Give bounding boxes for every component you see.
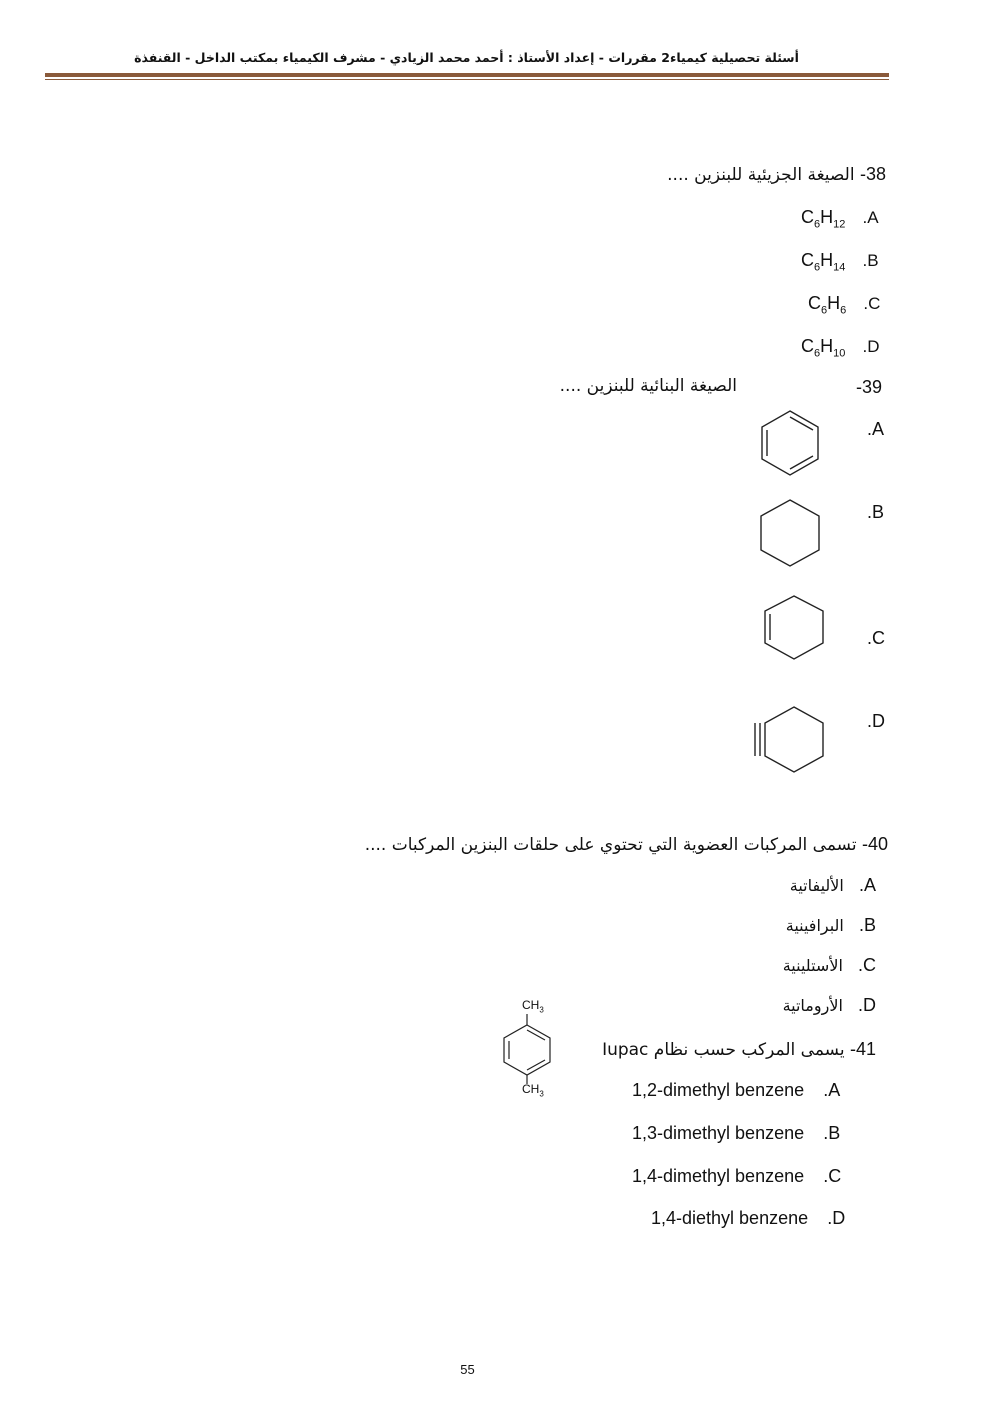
- q41-option-d-text: 1,4-diethyl benzene: [651, 1208, 809, 1228]
- q41-option-a-text: 1,2-dimethyl benzene: [632, 1080, 805, 1100]
- question-40: [365, 834, 888, 855]
- q40-option-b-letter: B.: [858, 915, 876, 935]
- q38-option-b-letter: .B: [862, 251, 879, 270]
- question-40-number: 40-: [861, 834, 888, 854]
- q38-option-c-letter: .C: [863, 294, 881, 313]
- q40-option-d-text: الأروماتية: [782, 996, 843, 1015]
- q38-option-a-formula: $C_6H_{12}$: [801, 207, 846, 231]
- q39-option-b-letter[interactable]: .B: [867, 502, 885, 522]
- q38-option-b[interactable]: [801, 250, 879, 274]
- q40-option-c[interactable]: [783, 955, 876, 976]
- q41-option-b[interactable]: [632, 1123, 840, 1144]
- q38-option-d-formula: $C_6H_{10}$: [801, 336, 846, 360]
- q38-option-c-formula: $C_6H_6$: [808, 293, 847, 317]
- q40-option-a-letter: A.: [858, 875, 876, 895]
- question-40-text: تسمى المركبات العضوية التي تحتوي على حلقات البنزين المركبات ....: [364, 835, 857, 855]
- q38-option-a[interactable]: [801, 207, 879, 231]
- question-38-text: الصيغة الجزيئية للبنزين ....: [667, 165, 855, 185]
- question-41: [602, 1039, 876, 1060]
- question-38-number: 38-: [859, 164, 886, 184]
- q38-option-d[interactable]: [801, 336, 879, 360]
- q40-option-b[interactable]: [786, 915, 876, 936]
- q40-option-c-text: الأستلينية: [782, 956, 843, 975]
- q40-option-d[interactable]: [783, 995, 876, 1016]
- q40-option-b-text: البرافينية: [785, 916, 844, 935]
- q41-option-b-letter: .B: [823, 1123, 841, 1143]
- page-header-title: أسئلة تحصيلية كيمياء2 مقررات - إعداد الأستاذ : أحمد محمد الزيادي - مشرف الكيمياء بمكتب الداخل - القنفذة: [134, 50, 799, 65]
- cyclohexene-ring-icon[interactable]: [764, 594, 826, 662]
- header-divider-thin: [45, 79, 889, 80]
- q40-option-a[interactable]: [790, 875, 876, 896]
- q41-option-c[interactable]: [632, 1166, 841, 1187]
- q40-option-a-text: الأليفاتية: [789, 876, 844, 895]
- q41-option-d-letter: .D: [827, 1208, 846, 1228]
- q38-option-a-letter: .A: [862, 208, 879, 227]
- q39-option-d-letter[interactable]: .D: [867, 711, 885, 731]
- q39-option-a-letter[interactable]: .A: [867, 419, 885, 439]
- cyclohexyne-ring-icon[interactable]: [754, 705, 826, 775]
- q41-option-b-text: 1,3-dimethyl benzene: [632, 1123, 805, 1143]
- header-divider: [45, 73, 889, 77]
- q38-option-b-formula: $C_6H_{14}$: [801, 250, 846, 274]
- question-38: [667, 164, 886, 185]
- structure-bottom-ch3-label: $CH_3$: [522, 1082, 544, 1099]
- q39-option-c-letter[interactable]: .C: [867, 628, 885, 648]
- cyclohexane-ring-icon[interactable]: [760, 498, 822, 568]
- q41-option-c-text: 1,4-dimethyl benzene: [632, 1166, 805, 1186]
- page-number: 55: [460, 1362, 475, 1377]
- q40-option-c-letter: C.: [857, 955, 876, 975]
- q38-option-d-letter: .D: [862, 337, 880, 356]
- question-39-text: الصيغة البنائية للبنزين ....: [559, 376, 737, 396]
- q41-option-a-letter: .A: [823, 1080, 841, 1100]
- question-39-number: -39: [856, 377, 883, 397]
- structure-top-ch3-label: $CH_3$: [522, 998, 544, 1015]
- q41-option-c-letter: .C: [823, 1166, 842, 1186]
- question-41-number: 41-: [849, 1039, 876, 1059]
- q41-option-a[interactable]: [632, 1080, 840, 1101]
- question-41-text: يسمى المركب حسب نظام Iupac: [602, 1040, 845, 1060]
- benzene-ring-icon[interactable]: [760, 409, 822, 477]
- para-xylene-structure-icon: [501, 1012, 553, 1086]
- q38-option-c[interactable]: [808, 293, 880, 317]
- q41-option-d[interactable]: [651, 1208, 845, 1229]
- q40-option-d-letter: D.: [857, 995, 876, 1015]
